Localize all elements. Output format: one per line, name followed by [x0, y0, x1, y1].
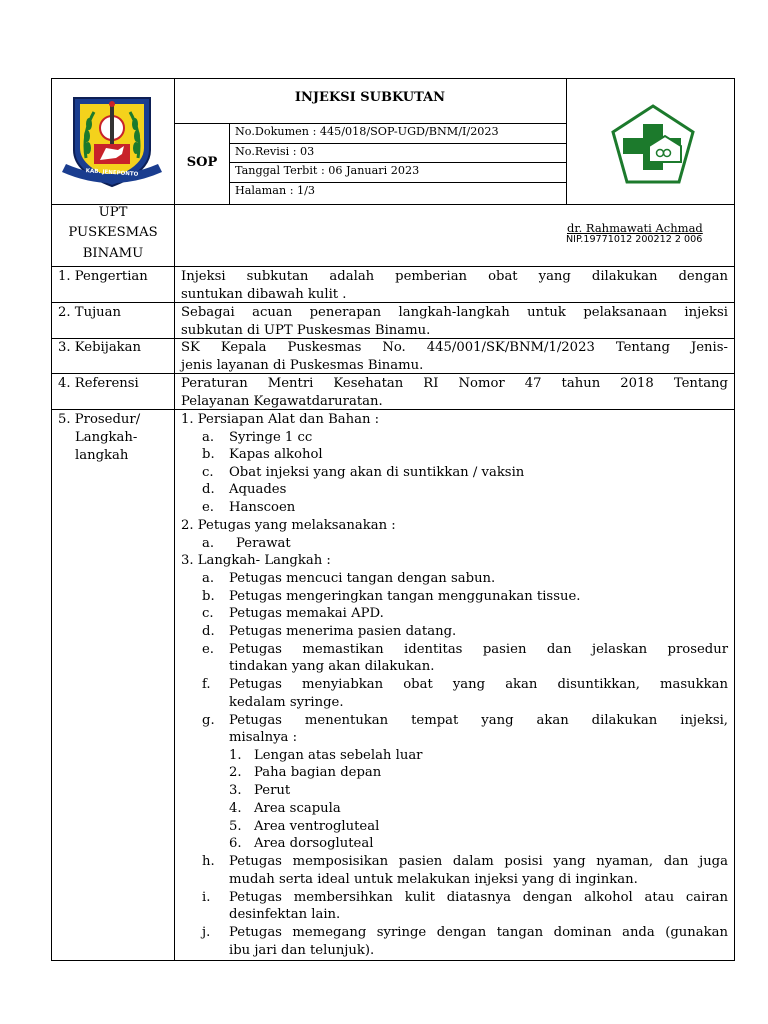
step-marker: i.	[202, 890, 211, 905]
step-text: Petugas menentukan tempat yang akan dilakukan injeksi,	[229, 713, 728, 728]
puskesmas-logo	[609, 104, 697, 186]
alat-marker: b.	[202, 447, 215, 462]
step-text-cont: kedalam syringe.	[229, 695, 344, 710]
logo-caption: KAB. JENEPONTO	[85, 168, 139, 178]
doc-page: Halaman : 1/3	[235, 184, 316, 197]
step-text: Petugas memakai APD.	[229, 606, 384, 621]
site-item: Paha bagian depan	[254, 765, 382, 780]
referensi-line-1: Peraturan Mentri Kesehatan RI Nomor 47 tahun 2018 Tentang	[181, 376, 728, 391]
step-text: Petugas memastikan identitas pasien dan jelaskan prosedur	[229, 642, 728, 657]
doc-number: No.Dokumen : 445/018/SOP-UGD/BNM/I/2023	[235, 125, 499, 138]
signatory-name: dr. Rahmawati Achmad	[567, 221, 703, 235]
row-line-1	[51, 266, 735, 267]
doc-row-line-3	[229, 182, 566, 183]
step-text-cont: ibu jari dan telunjuk).	[229, 943, 375, 958]
step-marker: c.	[202, 606, 214, 621]
alat-marker: e.	[202, 500, 214, 515]
label-kebijakan: 3. Kebijakan	[58, 340, 142, 355]
heading-langkah: 3. Langkah- Langkah :	[181, 553, 331, 568]
border-right	[734, 78, 735, 961]
alat-item: Hanscoen	[229, 500, 296, 515]
alat-marker: d.	[202, 482, 215, 497]
border-bottom	[51, 960, 735, 961]
label-prosedur: 5. Prosedur/	[58, 412, 141, 427]
border-top	[51, 78, 735, 79]
step-text: Petugas memegang syringe dengan tangan dominan anda (gunakan	[229, 925, 728, 940]
pengertian-line-1: Injeksi subkutan adalah pemberian obat yang dilakukan dengan	[181, 269, 728, 284]
step-text: Petugas memposisikan pasien dalam posisi yang nyaman, dan juga	[229, 854, 728, 869]
step-marker: h.	[202, 854, 215, 869]
col-divider-left	[174, 78, 175, 961]
step-text: Petugas menyiabkan obat yang akan disuntikkan, masukkan	[229, 677, 728, 692]
site-item: Area ventrogluteal	[254, 819, 380, 834]
site-item: Lengan atas sebelah luar	[254, 748, 423, 763]
tujuan-line-1: Sebagai acuan penerapan langkah-langkah untuk pelaksanaan injeksi	[181, 305, 728, 320]
doc-row-line-2	[229, 162, 566, 163]
step-marker: f.	[202, 677, 211, 692]
step-text: Petugas menerima pasien datang.	[229, 624, 457, 639]
step-marker: d.	[202, 624, 215, 639]
label-pengertian: 1. Pengertian	[58, 269, 148, 284]
step-marker: e.	[202, 642, 214, 657]
site-marker: 3.	[229, 783, 242, 798]
institution-line-1: UPT	[98, 205, 128, 220]
referensi-line-2: Pelayanan Kegawatdaruratan.	[181, 394, 383, 409]
step-text-cont: desinfektan lain.	[229, 907, 341, 922]
petugas-marker: a.	[202, 536, 215, 551]
step-marker: a.	[202, 571, 215, 586]
label-prosedur-3: langkah	[75, 448, 129, 463]
kebijakan-line-1: SK Kepala Puskesmas No. 445/001/SK/BNM/1/2023 Tentang Jenis-	[181, 340, 728, 355]
label-tujuan: 2. Tujuan	[58, 305, 122, 320]
step-text: Petugas mengeringkan tangan menggunakan tissue.	[229, 589, 581, 604]
step-text-cont: misalnya :	[229, 730, 298, 745]
site-marker: 6.	[229, 836, 242, 851]
site-item: Perut	[254, 783, 291, 798]
label-referensi: 4. Referensi	[58, 376, 139, 391]
alat-item: Obat injeksi yang akan di suntikkan / vaksin	[229, 465, 525, 480]
site-marker: 5.	[229, 819, 242, 834]
step-marker: g.	[202, 713, 215, 728]
row-line-5	[51, 409, 735, 410]
step-text-cont: tindakan yang akan dilakukan.	[229, 659, 435, 674]
kebijakan-line-2: jenis layanan di Puskesmas Binamu.	[181, 358, 424, 373]
signatory-nip: NIP.19771012 200212 2 006	[566, 234, 703, 245]
institution-line-3: BINAMU	[82, 246, 144, 261]
kabupaten-logo	[60, 88, 164, 194]
alat-item: Aquades	[229, 482, 287, 497]
label-prosedur-2: Langkah-	[75, 430, 138, 445]
alat-item: Syringe 1 cc	[229, 430, 313, 445]
sop-label: SOP	[186, 155, 218, 170]
document-title: INJEKSI SUBKUTAN	[294, 90, 446, 105]
institution-line-2: PUSKESMAS	[68, 225, 158, 240]
site-marker: 4.	[229, 801, 242, 816]
col-divider-right	[566, 78, 567, 204]
doc-revision: No.Revisi : 03	[235, 145, 315, 158]
step-marker: b.	[202, 589, 215, 604]
pengertian-line-2: suntukan dibawah kulit .	[181, 287, 347, 302]
row-line-2	[51, 302, 735, 303]
step-text-cont: mudah serta ideal untuk melakukan injeksi yang di inginkan.	[229, 872, 638, 887]
step-text: Petugas membersihkan kulit diatasnya dengan alkohol atau cairan	[229, 890, 728, 905]
step-marker: j.	[202, 925, 211, 940]
title-underline	[174, 123, 566, 124]
doc-row-line-1	[229, 143, 566, 144]
site-marker: 1.	[229, 748, 242, 763]
tujuan-line-2: subkutan di UPT Puskesmas Binamu.	[181, 323, 431, 338]
alat-item: Kapas alkohol	[229, 447, 323, 462]
site-item: Area scapula	[254, 801, 341, 816]
site-marker: 2.	[229, 765, 242, 780]
alat-marker: a.	[202, 430, 215, 445]
alat-marker: c.	[202, 465, 214, 480]
petugas-item: Perawat	[236, 536, 291, 551]
heading-petugas: 2. Petugas yang melaksanakan :	[181, 518, 396, 533]
sop-divider	[229, 123, 230, 204]
site-item: Area dorsogluteal	[254, 836, 374, 851]
heading-persiapan: 1. Persiapan Alat dan Bahan :	[181, 412, 380, 427]
doc-issue-date: Tanggal Terbit : 06 Januari 2023	[235, 164, 420, 177]
step-text: Petugas mencuci tangan dengan sabun.	[229, 571, 496, 586]
